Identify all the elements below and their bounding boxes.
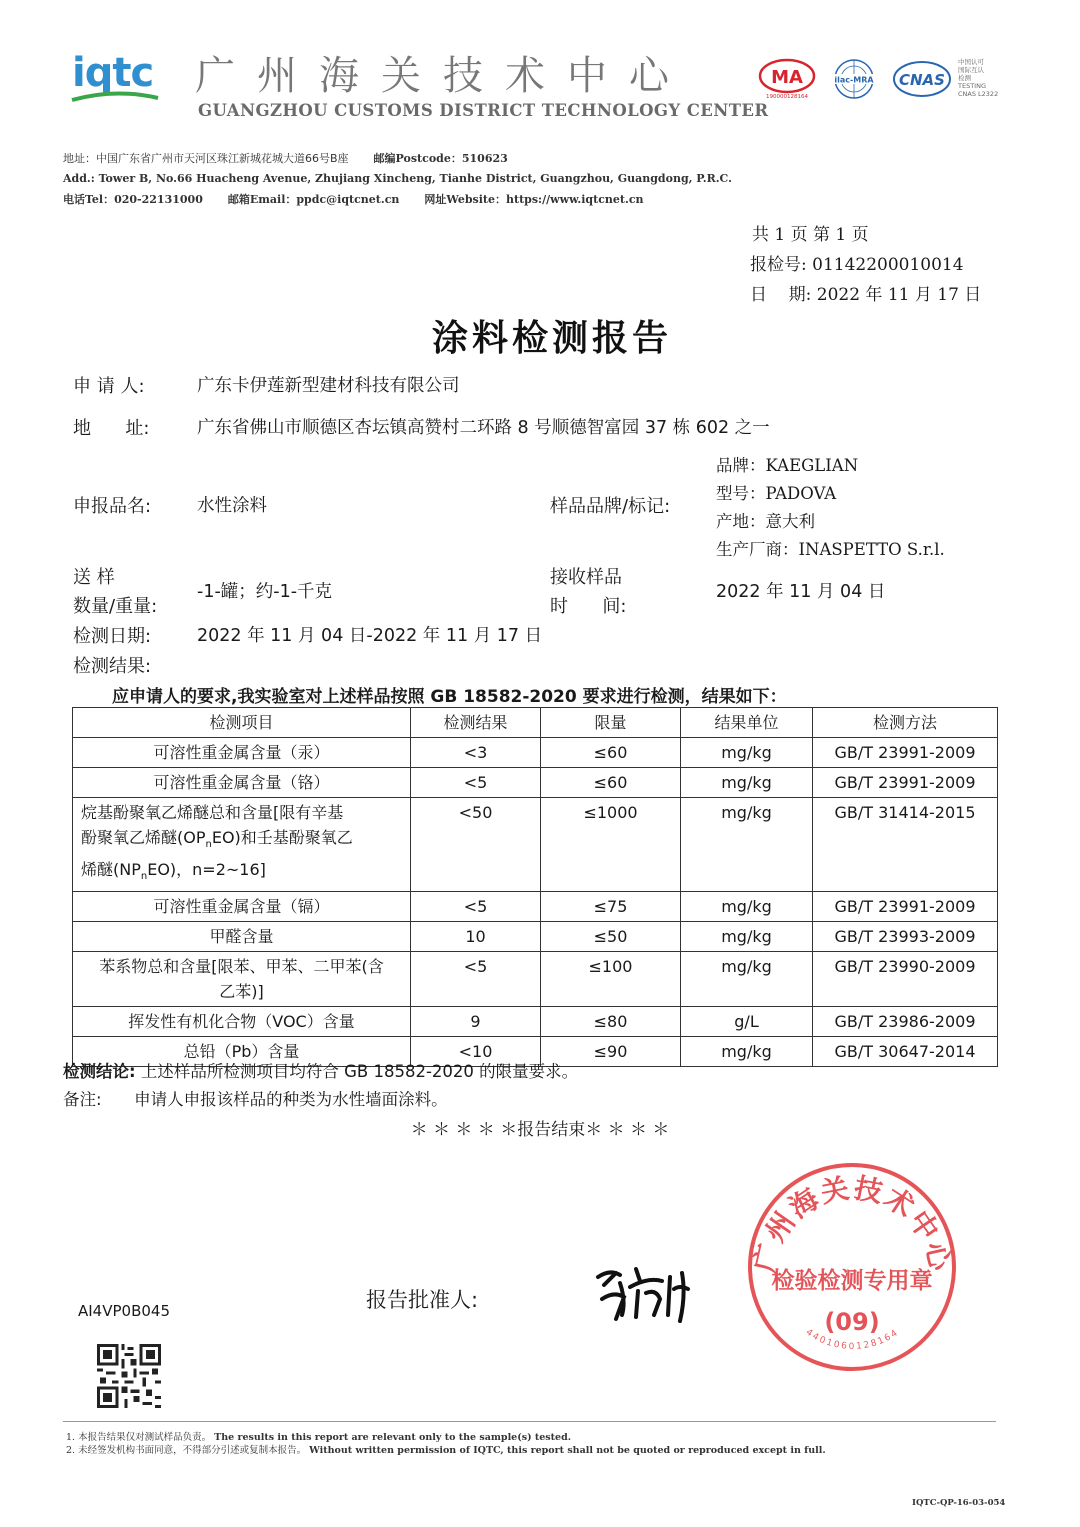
cell-unit: mg/kg bbox=[681, 922, 813, 952]
report-date: 2022 年 11 月 17 日 bbox=[816, 285, 982, 305]
logo-text: iqtc bbox=[72, 50, 154, 96]
cell-unit: mg/kg bbox=[681, 768, 813, 798]
test-date-value: 2022 年 11 月 04 日-2022 年 11 月 17 日 bbox=[197, 626, 543, 646]
org-name-cn: 广州海关技术中心 bbox=[195, 53, 691, 99]
website: 网址Website：https://www.iqtcnet.cn bbox=[424, 193, 644, 206]
footer-note-1-en: The results in this report are relevant only to the sample(s) tested. bbox=[214, 1432, 572, 1443]
cell-item-line3: 烯醚$(NP_nEO)$，n=2~16] bbox=[81, 860, 266, 883]
report-number-row bbox=[750, 250, 964, 275]
conclusion-label: 检测结论: bbox=[63, 1062, 136, 1081]
cell-item: 可溶性重金属含量（镉） bbox=[73, 892, 411, 922]
cell-method: GB/T 23991-2009 bbox=[813, 738, 998, 768]
cell-limit: ≤90 bbox=[541, 1037, 681, 1067]
address-value: 广东省佛山市顺德区杏坛镇高赞村二环路 8 号顺德智富园 37 栋 602 之一 bbox=[197, 418, 770, 438]
product-value: 水性涂料 bbox=[197, 496, 267, 516]
ilac-mra-icon bbox=[825, 58, 883, 100]
footer-note-2 bbox=[66, 1442, 826, 1456]
table-row bbox=[73, 1007, 998, 1037]
brand-value: 品牌：KAEGLIAN bbox=[716, 456, 859, 475]
origin-value: 产地：意大利 bbox=[716, 512, 815, 531]
official-seal-icon bbox=[745, 1160, 960, 1375]
header-result: 检测结果 bbox=[411, 708, 541, 738]
email: 邮箱Email：ppdc@iqtcnet.cn bbox=[227, 193, 400, 206]
header-limit: 限量 bbox=[541, 708, 681, 738]
model-value: 型号：PADOVA bbox=[716, 484, 837, 503]
cell-limit: ≤75 bbox=[541, 892, 681, 922]
address-label: 地 址: bbox=[73, 418, 150, 439]
receive-label-line1: 接收样品 bbox=[550, 567, 622, 588]
cell-item-line1: 烷基酚聚氧乙烯醚总和含量[限有辛基 bbox=[81, 803, 344, 822]
logo-swoosh-icon bbox=[70, 90, 160, 104]
tel: 电话Tel：020-22131000 bbox=[63, 193, 203, 206]
seal-number: (09) bbox=[824, 1308, 880, 1336]
cell-result: <50 bbox=[411, 798, 541, 892]
cell-result: <5 bbox=[411, 952, 541, 1007]
org-name-en: GUANGZHOU CUSTOMS DISTRICT TECHNOLOGY CENTER bbox=[198, 101, 769, 120]
qty-label-line2: 数量/重量: bbox=[73, 596, 158, 617]
remark-label: 备注: bbox=[63, 1090, 102, 1109]
iqtc-logo bbox=[70, 50, 165, 100]
cell-result: <5 bbox=[411, 892, 541, 922]
header-method: 检测方法 bbox=[813, 708, 998, 738]
address-cn: 地址：中国广东省广州市天河区珠江新城花城大道66号B座 bbox=[63, 152, 349, 165]
footer-note-2-cn: 2. 未经签发机构书面同意，不得部分引述或复制本报告。 bbox=[66, 1445, 307, 1456]
address-line-en bbox=[63, 172, 732, 185]
cell-limit: ≤80 bbox=[541, 1007, 681, 1037]
header-item: 检测项目 bbox=[73, 708, 411, 738]
footer-note-1 bbox=[66, 1429, 571, 1443]
cell-method: GB/T 30647-2014 bbox=[813, 1037, 998, 1067]
postcode: 邮编Postcode：510623 bbox=[373, 152, 508, 165]
table-header-row bbox=[73, 708, 998, 738]
cell-unit: mg/kg bbox=[681, 798, 813, 892]
table-row bbox=[73, 738, 998, 768]
cell-method: GB/T 23991-2009 bbox=[813, 892, 998, 922]
address-line-cn bbox=[63, 150, 508, 166]
report-date-row bbox=[750, 280, 981, 305]
cnas-info: 中国认可 国际互认 检测 TESTING CNAS L2322 bbox=[958, 58, 999, 98]
cnas-cert-text: CNAS bbox=[899, 71, 945, 89]
svg-text:广州海关技术中心 bbox=[748, 1171, 958, 1275]
result-label: 检测结果: bbox=[73, 656, 152, 677]
cell-limit: ≤50 bbox=[541, 922, 681, 952]
ilac-mra-text: ilac-MRA bbox=[834, 75, 874, 85]
cnas-cert-icon bbox=[892, 58, 952, 100]
cma-cert-number: 190000128164 bbox=[766, 94, 808, 100]
remark-text: 申请人申报该样品的种类为水性墙面涂料。 bbox=[134, 1090, 448, 1109]
cell-item: 可溶性重金属含量（汞） bbox=[73, 738, 411, 768]
footer-note-2-en: Without written permission of IQTC, this report shall not be quoted or reproduced except in full. bbox=[309, 1445, 826, 1456]
seal-digits: 4401060128164 bbox=[803, 1327, 902, 1352]
cell-result: 10 bbox=[411, 922, 541, 952]
cell-item-line2: 乙苯)] bbox=[219, 982, 264, 1002]
page-title: 涂料检测报告 bbox=[431, 318, 672, 359]
cma-cert-icon bbox=[758, 58, 816, 100]
seal-ring-text: 广州海关技术中心 bbox=[747, 1171, 958, 1276]
page-count: 共 1 页 第 1 页 bbox=[752, 225, 869, 245]
table-row bbox=[73, 768, 998, 798]
conclusion-row bbox=[63, 1058, 578, 1082]
cell-method: GB/T 23986-2009 bbox=[813, 1007, 998, 1037]
cell-method: GB/T 31414-2015 bbox=[813, 798, 998, 892]
table-row bbox=[73, 952, 998, 1007]
seal-center-text: 检验检测专用章 bbox=[771, 1268, 933, 1294]
remark-row bbox=[63, 1086, 448, 1110]
applicant-value: 广东卡伊莲新型建材科技有限公司 bbox=[197, 376, 460, 396]
footer-note-1-cn: 1. 本报告结果仅对测试样品负责。 bbox=[66, 1432, 212, 1443]
qty-value: -1-罐；约-1-千克 bbox=[197, 582, 333, 602]
cell-method: GB/T 23993-2009 bbox=[813, 922, 998, 952]
header-unit: 结果单位 bbox=[681, 708, 813, 738]
cell-result: <10 bbox=[411, 1037, 541, 1067]
table-row bbox=[73, 892, 998, 922]
cell-method: GB/T 23991-2009 bbox=[813, 768, 998, 798]
report-number: 01142200010014 bbox=[812, 255, 964, 275]
cell-item bbox=[73, 798, 411, 892]
cell-item: 总铅（Pb）含量 bbox=[73, 1037, 411, 1067]
results-table bbox=[72, 707, 998, 1067]
applicant-label: 申 请 人: bbox=[73, 376, 145, 397]
contact-line bbox=[63, 191, 644, 207]
result-intro: 应申请人的要求,我实验室对上述样品按照 GB 18582-2020 要求进行检测，结果如下： bbox=[112, 687, 787, 707]
table-row bbox=[73, 922, 998, 952]
manufacturer-value: 生产厂商：INASPETTO S.r.l. bbox=[716, 540, 945, 559]
cell-limit: ≤60 bbox=[541, 768, 681, 798]
approver-label: 报告批准人: bbox=[366, 1288, 479, 1312]
report-number-label: 报检号: bbox=[750, 255, 807, 275]
qty-label-line1: 送 样 bbox=[73, 567, 115, 588]
cell-item-line2: 酚聚氧乙烯醚$(OP_nEO)$和壬基酚聚氧乙 bbox=[81, 828, 353, 851]
brand-label: 样品品牌/标记: bbox=[550, 496, 671, 517]
cell-item: 挥发性有机化合物（VOC）含量 bbox=[73, 1007, 411, 1037]
cell-result: 9 bbox=[411, 1007, 541, 1037]
cell-limit: ≤1000 bbox=[541, 798, 681, 892]
table-row bbox=[73, 798, 998, 892]
receive-date-value: 2022 年 11 月 04 日 bbox=[716, 582, 886, 602]
product-label: 申报品名: bbox=[73, 496, 152, 517]
cell-unit: g/L bbox=[681, 1007, 813, 1037]
cell-item: 甲醛含量 bbox=[73, 922, 411, 952]
report-date-label: 日 期: bbox=[750, 285, 812, 305]
cell-unit: mg/kg bbox=[681, 1037, 813, 1067]
cell-limit: ≤60 bbox=[541, 738, 681, 768]
cell-result: <3 bbox=[411, 738, 541, 768]
cell-item bbox=[73, 952, 411, 1007]
cell-limit: ≤100 bbox=[541, 952, 681, 1007]
cell-unit: mg/kg bbox=[681, 738, 813, 768]
qr-code-icon bbox=[97, 1344, 161, 1408]
footer-divider bbox=[63, 1421, 996, 1422]
test-date-label: 检测日期: bbox=[73, 626, 152, 647]
cma-cert-text: MA bbox=[771, 67, 803, 88]
form-code: IQTC-QP-16-03-054 bbox=[912, 1498, 1006, 1508]
cell-result: <5 bbox=[411, 768, 541, 798]
cell-item-line1: 苯系物总和含量[限苯、甲苯、二甲苯(含 bbox=[99, 957, 384, 977]
cell-method: GB/T 23990-2009 bbox=[813, 952, 998, 1007]
conclusion-text: 上述样品所检测项目均符合 GB 18582-2020 的限量要求。 bbox=[140, 1062, 579, 1081]
receive-label-line2: 时 间: bbox=[550, 596, 627, 617]
report-end-mark: ＊ ＊ ＊ ＊ ＊报告结束＊ ＊ ＊ ＊ bbox=[410, 1120, 670, 1140]
signature-icon bbox=[590, 1255, 700, 1325]
cell-item: 可溶性重金属含量（铬） bbox=[73, 768, 411, 798]
document-code: AI4VP0B045 bbox=[78, 1302, 170, 1320]
cell-unit: mg/kg bbox=[681, 952, 813, 1007]
address-en: Add.: Tower B, No.66 Huacheng Avenue, Zhujiang Xincheng, Tianhe District, Guangzhou, Guangdong, P.R.C. bbox=[63, 172, 732, 185]
cell-unit: mg/kg bbox=[681, 892, 813, 922]
